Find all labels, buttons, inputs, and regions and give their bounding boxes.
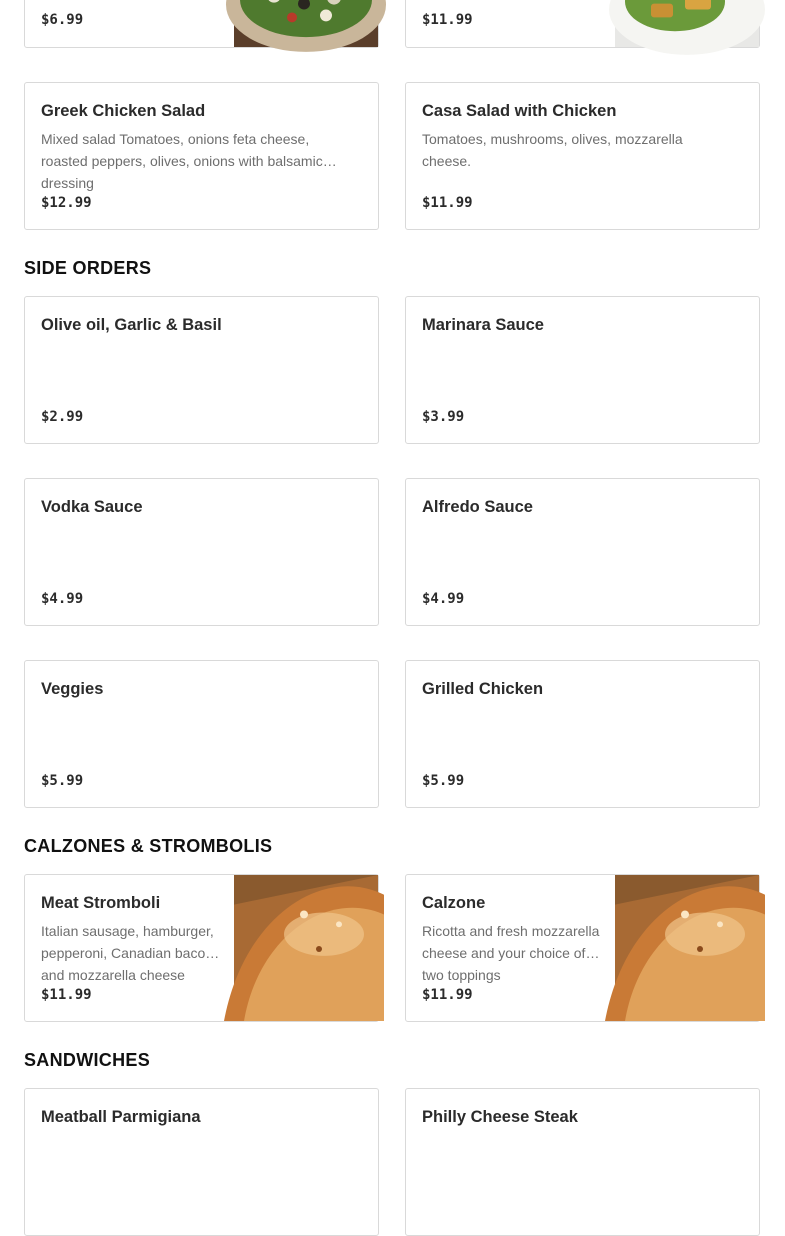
section-title-calzones: CALZONES & STROMBOLIS [24,836,273,856]
section-title-side-orders: SIDE ORDERS [24,258,152,278]
salad-photo [615,0,759,47]
menu-item-card[interactable] [405,478,760,626]
calzone-photo [615,875,759,1021]
item-description: Italian sausage, hamburger, pepperoni, Canadian bacon and mozzarella cheese [41,923,214,983]
menu-item-card[interactable] [24,82,379,230]
item-price: $11.99 [422,12,473,28]
item-name: Vodka Sauce [41,498,143,516]
item-price: $11.99 [41,987,92,1003]
item-price: $11.99 [422,987,473,1003]
menu-item-card[interactable] [24,660,379,808]
salad-photo [234,0,378,47]
item-description: Tomatoes, mushrooms, olives, mozzarella cheese. [422,131,683,169]
item-price: $5.99 [422,773,465,789]
item-name: Meat Stromboli [41,894,161,912]
item-price: $5.99 [41,773,84,789]
item-price: $4.99 [41,591,84,607]
item-price: $3.99 [422,409,465,425]
item-name: Calzone [422,894,486,912]
item-name: Greek Chicken Salad [41,102,206,120]
menu-item-card[interactable] [24,296,379,444]
item-name: Alfredo Sauce [422,498,533,516]
item-name: Casa Salad with Chicken [422,102,617,120]
menu-item-card[interactable] [24,478,379,626]
item-name: Veggies [41,680,104,698]
item-name: Meatball Parmigiana [41,1108,201,1126]
item-price: $4.99 [422,591,465,607]
item-price: $11.99 [422,195,473,211]
menu-item-card[interactable] [405,874,760,1022]
menu-item-card[interactable] [405,660,760,808]
item-name: Olive oil, Garlic & Basil [41,316,222,334]
menu-item-card[interactable] [405,296,760,444]
item-price: $2.99 [41,409,84,425]
item-name: Grilled Chicken [422,680,544,698]
section-title-sandwiches: SANDWICHES [24,1050,151,1070]
calzone-photo [234,875,378,1021]
item-description: Ricotta and fresh mozzarella cheese and your choice of two toppings [422,923,600,983]
item-name: Marinara Sauce [422,316,544,334]
menu-item-card[interactable] [405,0,760,48]
menu-item-card[interactable] [405,82,760,230]
item-price: $12.99 [41,195,92,211]
menu-item-card[interactable] [405,1088,760,1236]
menu-item-card[interactable] [24,874,379,1022]
item-description: Mixed salad Tomatoes, onions feta cheese, roasted peppers, olives, onions with balsamic dressing [41,131,323,191]
menu-item-card[interactable] [24,0,379,48]
menu-item-card[interactable] [24,1088,379,1236]
item-name: Philly Cheese Steak [422,1108,578,1126]
item-price: $6.99 [41,12,84,28]
